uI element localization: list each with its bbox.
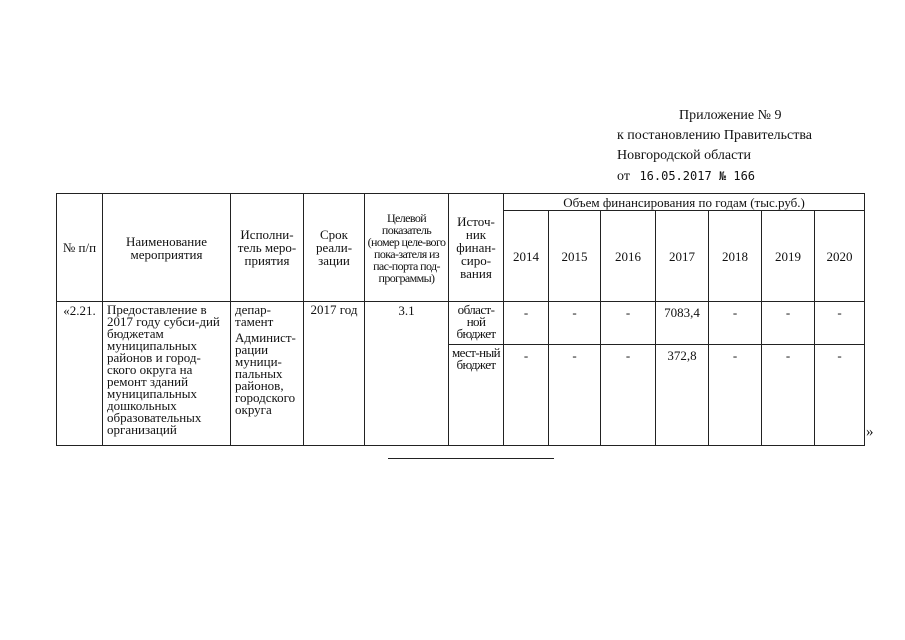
row-indicator: 3.1 [365,302,449,446]
value-cell: 7083,4 [656,302,709,345]
appendix-title: Приложение № 9 [679,108,782,123]
value-cell: - [709,302,762,345]
row-executor [231,302,304,446]
header-indicator: Целевой показатель (номер целе-вого пока-зателя из пас-порта под-программы) [365,194,449,302]
row-name: Предоставление в 2017 году субси-дий бюджетам муниципальных районов и город-ского округа на ремонт зданий муниципальных дошкольных образовательных организаций [103,302,231,446]
closing-rule [388,458,554,459]
appendix-resolution-line: к постановлению Правительства [617,128,813,143]
year-header: 2015 [549,211,601,302]
year-header: 2017 [656,211,709,302]
row-num: «2.21. [57,302,103,446]
source-regional: област-ной бюджет [449,302,504,345]
header-term: Срок реали-зации [304,194,365,302]
date-stamp: 16.05.2017 № 166 [639,169,756,183]
value-cell: - [601,302,656,345]
value-cell: - [815,302,865,345]
value-cell: - [504,345,549,446]
value-cell: - [504,302,549,345]
value-cell: 372,8 [656,345,709,446]
year-header: 2019 [762,211,815,302]
value-cell: - [762,302,815,345]
date-prefix: от [617,169,630,184]
year-header: 2014 [504,211,549,302]
value-cell: - [762,345,815,446]
row-executor-dept: депар-тамент [235,302,274,329]
value-cell: - [709,345,762,446]
financing-table [56,193,865,446]
table-header-row [57,194,865,211]
header-name: Наименование мероприятия [103,194,231,302]
value-cell: - [601,345,656,446]
header-executor: Исполни-тель меро-приятия [231,194,304,302]
table-row [57,302,865,345]
header-financing: Объем финансирования по годам (тыс.руб.) [504,194,865,211]
row-executor-admin: Админист-рации муници-пальных районов, городского округа [235,330,296,417]
value-cell: - [815,345,865,446]
header-source: Источ-ник финан-сиро-вания [449,194,504,302]
appendix-date-line [617,166,812,187]
appendix-header [617,106,812,187]
value-cell: - [549,345,601,446]
row-term: 2017 год [304,302,365,446]
appendix-region-line: Новгородской области [617,148,751,163]
header-num: № п/п [57,194,103,302]
closing-quote: » [866,424,874,440]
year-header: 2016 [601,211,656,302]
year-header: 2018 [709,211,762,302]
source-local: мест-ный бюджет [449,345,504,446]
value-cell: - [549,302,601,345]
year-header: 2020 [815,211,865,302]
